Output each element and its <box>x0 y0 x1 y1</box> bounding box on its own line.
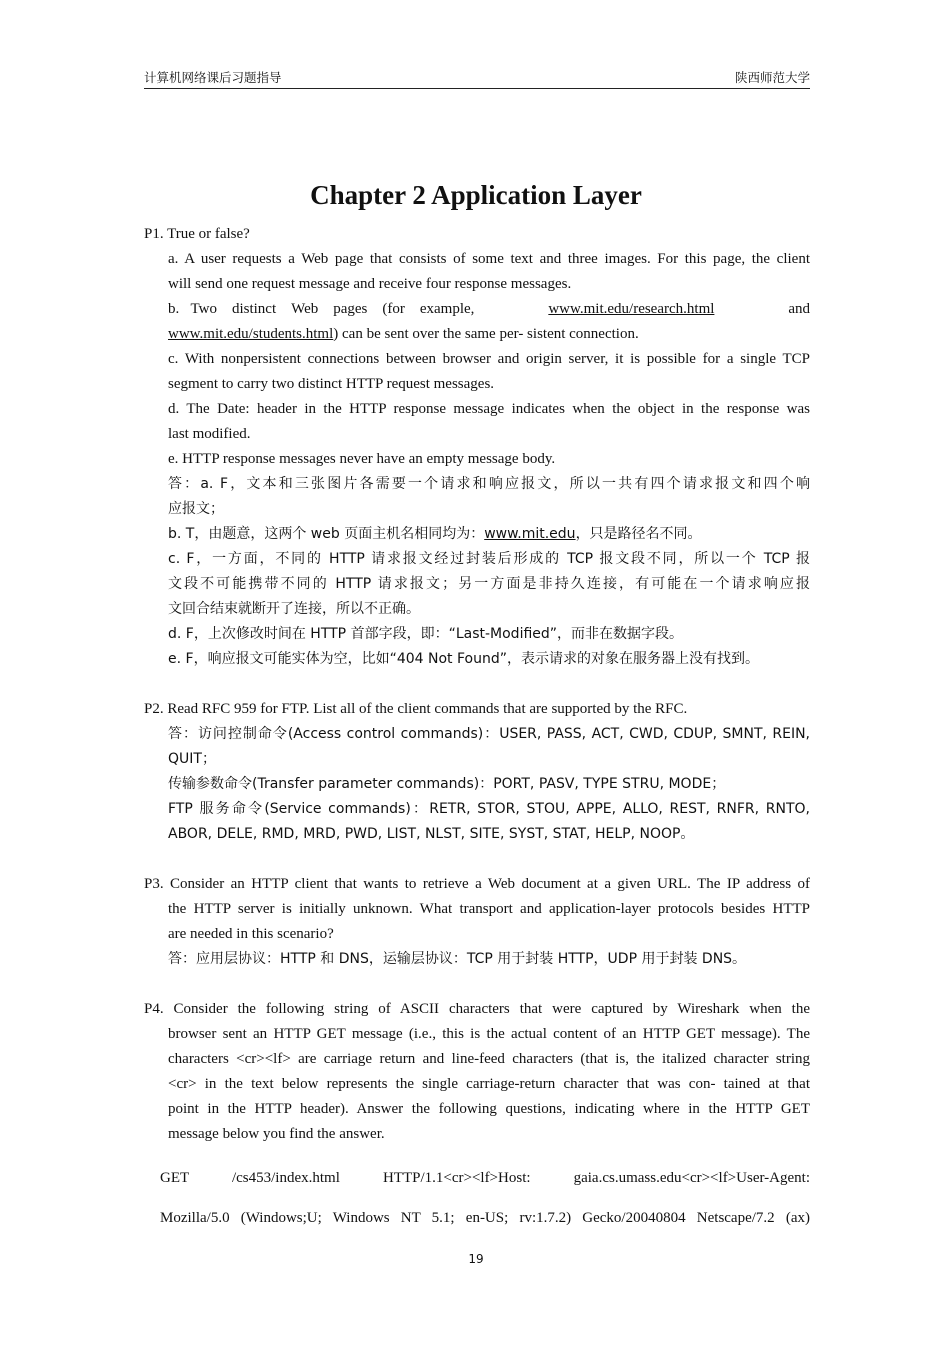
p2-answer-line5: ABOR, DELE, RMD, MRD, PWD, LIST, NLST, SITE, SYST, STAT, HELP, NOOP。 <box>168 826 695 842</box>
p1-answer-c-line3: 文回合结束就断开了连接，所以不正确。 <box>168 601 420 617</box>
p1-c-line1: c. With nonpersistent connections between browser and origin server, it is possible for a single TCP <box>168 351 810 367</box>
p1-d-line2: last modified. <box>168 426 251 442</box>
p4-question-line4: <cr> in the text below represents the single carriage-return character that was con- tained at that <box>168 1076 810 1092</box>
page-number: 19 <box>468 1252 484 1266</box>
p1-answer-a-line2: 应报文； <box>168 501 224 517</box>
spacer <box>144 847 810 872</box>
p1-answer-a-line1: 答：a. F，文本和三张图片各需要一个请求和响应报文，所以一共有四个请求报文和四个响 <box>168 476 810 492</box>
p3-question-line3: are needed in this scenario? <box>168 926 334 942</box>
p1-e-line: e. HTTP response messages never have an empty message body. <box>168 451 556 467</box>
p2-question: P2. Read RFC 959 for FTP. List all of the client commands that are supported by the RFC. <box>144 701 688 717</box>
p1-answer-c-line1: c. F，一方面，不同的 HTTP 请求报文经过封装后形成的 TCP 报文段不同，所以一个 TCP 报 <box>168 551 810 567</box>
p1-answer-e: e. F，响应报文可能实体为空，比如“404 Not Found”，表示请求的对象在服务器上没有找到。 <box>168 651 759 667</box>
p1-b-link-research[interactable]: www.mit.edu/research.html <box>548 301 715 317</box>
p3-answer: 答：应用层协议：HTTP 和 DNS，运输层协议：TCP 用于封装 HTTP，UDP 用于封装 DNS。 <box>168 951 747 967</box>
p1-c-line2: segment to carry two distinct HTTP request messages. <box>168 376 495 392</box>
http-get-line1: GET /cs453/index.html HTTP/1.1<cr><lf>Host: gaia.cs.umass.edu<cr><lf>User-Agent: <box>160 1170 810 1186</box>
p2-answer-line1: 答：访问控制命令(Access control commands)：USER, PASS, ACT, CWD, CDUP, SMNT, REIN, <box>168 726 810 742</box>
p1-b-line2 <box>144 322 810 347</box>
p1-b-link-students[interactable]: www.mit.edu/students.html <box>168 326 334 342</box>
p2-answer-line4: FTP 服务命令(Service commands)：RETR, STOR, STOU, APPE, ALLO, REST, RNFR, RNTO, <box>168 801 810 817</box>
p2-answer-line2: QUIT； <box>168 751 216 767</box>
p4-question-line3: characters <cr><lf> are carriage return and line-feed characters (that is, the italized character string <box>168 1051 810 1067</box>
header-university: 陕西师范大学 <box>734 70 810 85</box>
p1-d-line1: d. The Date: header in the HTTP response message indicates when the object in the response was <box>168 401 810 417</box>
p1-a-line2: will send one request message and receive four response messages. <box>168 276 572 292</box>
p1-answer-b-link[interactable]: www.mit.edu <box>484 526 576 542</box>
p1-a-line1: a. A user requests a Web page that consists of some text and three images. For this page, the client <box>168 251 810 267</box>
p3-question-line2: the HTTP server is initially unknown. What transport and application-layer protocols besides HTTP <box>168 901 810 917</box>
p3-question-line1: P3. Consider an HTTP client that wants to retrieve a Web document at a given URL. The IP address of <box>144 876 810 892</box>
running-header <box>144 66 810 89</box>
p4-question-line6: message below you find the answer. <box>168 1126 385 1142</box>
document-body <box>144 222 810 1246</box>
p1-answer-b-text: b. T，由题意，这两个 web 页面主机名相同均为： <box>168 526 485 542</box>
p1-b-line1 <box>144 297 810 322</box>
p1-answer-d: d. F，上次修改时间在 HTTP 首部字段，即：“Last-Modified”，而非在数据字段。 <box>168 626 684 642</box>
spacer <box>144 972 810 997</box>
p2-answer-line3: 传输参数命令(Transfer parameter commands)：PORT, PASV, TYPE STRU, MODE； <box>168 776 726 792</box>
p1-b-line2-text: ) can be sent over the same per- sistent connection. <box>333 326 639 342</box>
p1-b-and: and <box>788 301 810 317</box>
header-course-title: 计算机网络课后习题指导 <box>144 70 282 85</box>
spacer <box>144 672 810 697</box>
p4-question-line2: browser sent an HTTP GET message (i.e., this is the actual content of an HTTP GET message). The <box>168 1026 810 1042</box>
p1-question: P1. True or false? <box>144 226 250 242</box>
chapter-title: Chapter 2 Application Layer <box>310 180 642 210</box>
p1-answer-c-line2: 文段不可能携带不同的 HTTP 请求报文；另一方面是非持久连接，有可能在一个请求响应报 <box>168 576 810 592</box>
p1-b-text: b. Two distinct Web pages (for example, <box>168 301 475 317</box>
http-get-line2: Mozilla/5.0 (Windows;U; Windows NT 5.1; en-US; rv:1.7.2) Gecko/20040804 Netscape/7.2 (ax) <box>160 1210 810 1226</box>
p4-question-line5: point in the HTTP header). Answer the following questions, indicating where in the HTTP GET <box>168 1101 810 1117</box>
p1-answer-b-suffix: ，只是路径名不同。 <box>575 526 702 542</box>
p1-answer-b <box>144 522 810 547</box>
p4-question-line1: P4. Consider the following string of ASCII characters that were captured by Wireshark when the <box>144 1001 810 1017</box>
